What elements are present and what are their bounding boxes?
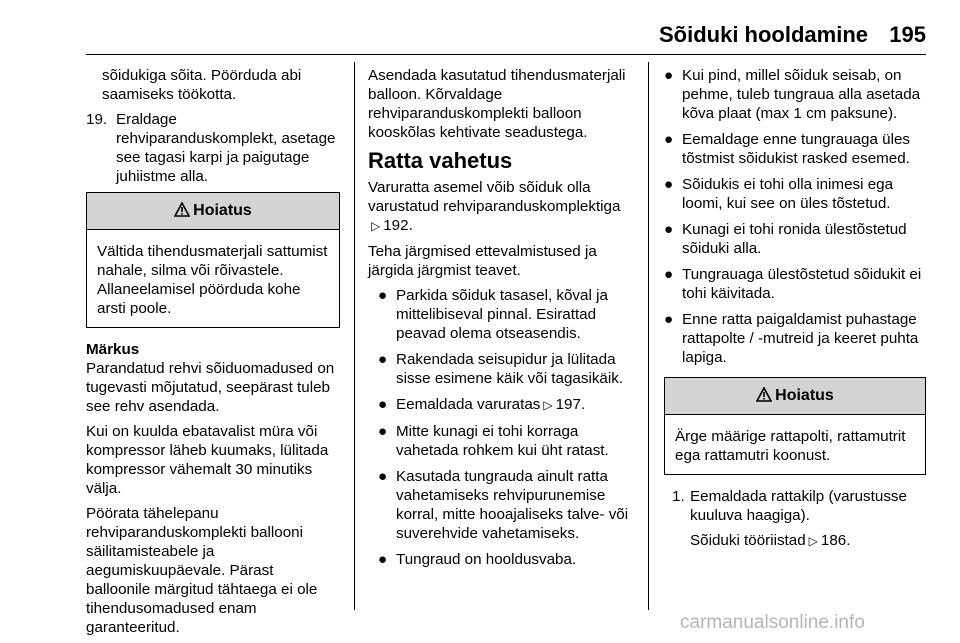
- step-number: 1.: [672, 488, 685, 505]
- intro-text: Varuratta asemel võib sõiduk olla varustatud rehviparanduskomplektiga: [368, 179, 621, 215]
- warning-title: Hoiatus: [775, 387, 834, 404]
- warning-title: Hoiatus: [193, 202, 252, 219]
- bullet-icon: ●: [664, 67, 674, 84]
- page-title: Sõiduki hooldamine: [658, 22, 868, 47]
- bullet-icon: ●: [664, 311, 674, 328]
- column-1: [86, 66, 340, 643]
- warning-text: Ärge määrige rattapolti, rattamutrit ega rattamutri koonust.: [675, 428, 906, 464]
- column-3: [664, 66, 926, 557]
- watermark: carmanualsonline.info: [680, 612, 865, 633]
- bullet-icon: ●: [378, 468, 388, 485]
- list-item: ● Rakendada seisupidur ja lülitada sisse esimene käik või tagasikäik.: [378, 351, 624, 387]
- intro-paragraph: [368, 178, 634, 236]
- header-rule: [86, 54, 926, 55]
- warning-triangle-icon: [756, 387, 772, 407]
- list-item: ● Eemaldada varuratas ▷ 197.: [378, 396, 586, 413]
- warning-header: [665, 378, 925, 415]
- bullet-icon: ●: [378, 351, 388, 368]
- list-item: ● Enne ratta paigaldamist puhastage rattapolte / -mutreid ja keeret puhta lapiga.: [664, 311, 919, 366]
- list-item: ● Tungrauaga ülestõstetud sõidukit ei tohi käivitada.: [664, 266, 922, 302]
- note-paragraph-2: Kui on kuulda ebatavalist müra või kompressor läheb kuumaks, lülitada kompressor vähemalt 30 minutiks välja.: [86, 423, 329, 497]
- intro-page-ref: 192.: [383, 217, 413, 234]
- warning-triangle-icon: [174, 202, 190, 222]
- column-2: [368, 66, 634, 576]
- list-item: ● Kui pind, millel sõiduk seisab, on pehme, tuleb tungraua alla asetada kõva plaat (max 1 cm paksune).: [664, 67, 921, 122]
- bullet-icon: ●: [378, 396, 388, 413]
- page-ref-icon: ▷: [543, 398, 553, 412]
- column-divider-2: [648, 62, 649, 610]
- step-19: [86, 110, 340, 186]
- warning-text: Vältida tihendusmaterjali sattumist nahale, silma või rõivastele. Allaneelamisel pöörduda kohe arsti poole.: [97, 243, 328, 317]
- step-text: Eraldage rehviparanduskomplekt, asetage see tagasi karpi ja paigutage juhiistme alla.: [116, 111, 336, 185]
- page-ref-icon: ▷: [371, 219, 381, 233]
- bullet-icon: ●: [664, 221, 674, 238]
- bullet-page-ref: 197.: [555, 396, 586, 413]
- step-text: Eemaldada rattakilp (varustusse kuuluva haagiga).: [690, 488, 907, 524]
- step-sub-text: Sõiduki tööriistad ▷ 186.: [690, 532, 851, 549]
- list-item: ● Tungraud on hooldusvaba.: [378, 551, 577, 568]
- bullet-icon: ●: [664, 176, 674, 193]
- list-item: ● Parkida sõiduk tasasel, kõval ja mittelibiseval pinnal. Esirattad peavad olema otseasendis.: [378, 287, 608, 342]
- step-1: [664, 487, 926, 525]
- continued-step-text: sõidukiga sõita. Pöörduda abi saamiseks töökotta.: [102, 67, 302, 103]
- intro-paragraph-2: Teha järgmised ettevalmistused ja järgida järgmist teavet.: [368, 243, 597, 279]
- page-ref-icon: ▷: [808, 534, 818, 548]
- warning-box: [664, 377, 926, 475]
- bullet-icon: ●: [664, 266, 674, 283]
- list-item: ● Kunagi ei tohi ronida ülestõstetud sõiduki alla.: [664, 221, 907, 257]
- list-item: ● Kasutada tungrauda ainult ratta vahetamiseks rehvipurunemise korral, mitte hooajaliseks talve- või suverehvide vahetamiseks.: [378, 468, 629, 542]
- bullet-icon: ●: [378, 423, 388, 440]
- note-title: Märkus: [86, 341, 140, 358]
- page-header: [86, 22, 926, 52]
- warning-header: [87, 193, 339, 230]
- column-divider-1: [354, 62, 355, 610]
- list-item: ● Mitte kunagi ei tohi korraga vahetada rohkem kui üht ratast.: [378, 423, 609, 459]
- warning-box: [86, 192, 340, 328]
- bullet-icon: ●: [664, 131, 674, 148]
- section-heading: Ratta vahetus: [368, 148, 513, 173]
- bullet-icon: ●: [378, 287, 388, 304]
- step-number: 19.: [86, 111, 108, 128]
- page-number: 195: [889, 22, 926, 47]
- step-page-ref: 186.: [820, 532, 851, 549]
- note-paragraph-1: Parandatud rehvi sõiduomadused on tugevasti mõjutatud, seepärast tuleb see rehv asendada.: [86, 360, 335, 415]
- note-paragraph-3: Pöörata tähelepanu rehviparanduskomplekti ballooni säilitamisteabele ja aegumiskuupäevale. Pärast balloonile märgitud tähtaega ei ole tihendusomadused enam garanteeritud.: [86, 505, 318, 636]
- bullet-icon: ●: [378, 551, 388, 568]
- list-item: ● Sõidukis ei tohi olla inimesi ega loomi, kui see on üles tõstetud.: [664, 176, 894, 212]
- continued-text: Asendada kasutatud tihendusmaterjali balloon. Kõrvaldage rehviparanduskomplekti balloon kooskõlas kehtivate seadustega.: [368, 67, 626, 141]
- list-item: ● Eemaldage enne tungrauaga üles tõstmist sõidukist rasked esemed.: [664, 131, 910, 167]
